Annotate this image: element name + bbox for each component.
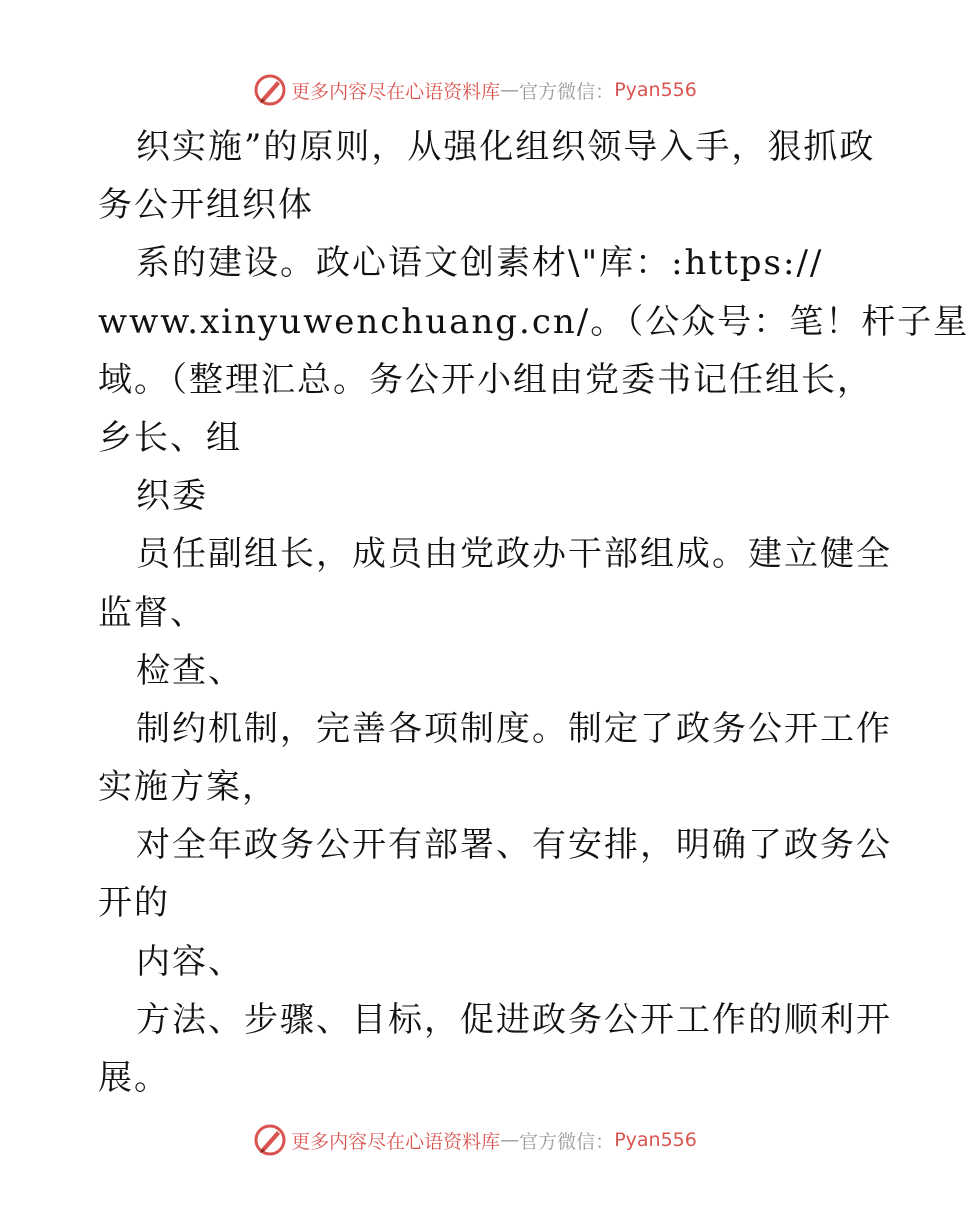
footer-banner	[0, 1120, 950, 1160]
text-line: 展。	[98, 1058, 170, 1098]
text-line: 实施方案，	[98, 767, 278, 808]
banner-separator: —	[500, 79, 520, 101]
text-line: 对全年政务公开有部署、有安排，明确了政务公	[136, 825, 892, 866]
banner-wechat-label: 官方微信：	[519, 80, 615, 103]
text-line: www.xinyuwenchuang.cn/。（公众号：笔！杆子星	[98, 301, 969, 342]
text-line: 检查、	[136, 650, 244, 691]
banner-separator: —	[500, 1129, 520, 1151]
text-line: 制约机制，完善各项制度。制定了政务公开工作	[136, 708, 892, 749]
text-line: 监督、	[98, 592, 206, 633]
text-line: 系的建设。政心语文创素材\"库：:https://	[136, 243, 824, 284]
banner-main-text: 更多内容尽在心语资料库	[291, 1130, 501, 1153]
text-line: 域。（整理汇总。务公开小组由党委书记任组长，	[98, 359, 873, 400]
header-banner	[0, 70, 950, 110]
text-line: 务公开组织体	[98, 185, 314, 226]
pen-logo-icon	[253, 73, 287, 107]
text-line: 织委	[136, 476, 208, 517]
banner-wechat-id: Pyan556	[614, 79, 697, 101]
banner-wechat-label: 官方微信：	[519, 1130, 615, 1153]
banner-main-text: 更多内容尽在心语资料库	[291, 80, 501, 103]
banner-wechat-id: Pyan556	[614, 1129, 697, 1151]
body-text	[98, 118, 969, 1107]
text-line: 开的	[98, 883, 170, 924]
text-line: 乡长、组	[98, 417, 242, 458]
text-line: 方法、步骤、目标，促进政务公开工作的顺利开	[136, 999, 892, 1040]
text-line: 员任副组长，成员由党政办干部组成。建立健全	[136, 534, 892, 575]
text-line: 内容、	[136, 941, 244, 982]
text-line: 织实施”的原则，从强化组织领导入手，狠抓政	[136, 127, 876, 167]
pen-logo-icon	[253, 1123, 287, 1157]
